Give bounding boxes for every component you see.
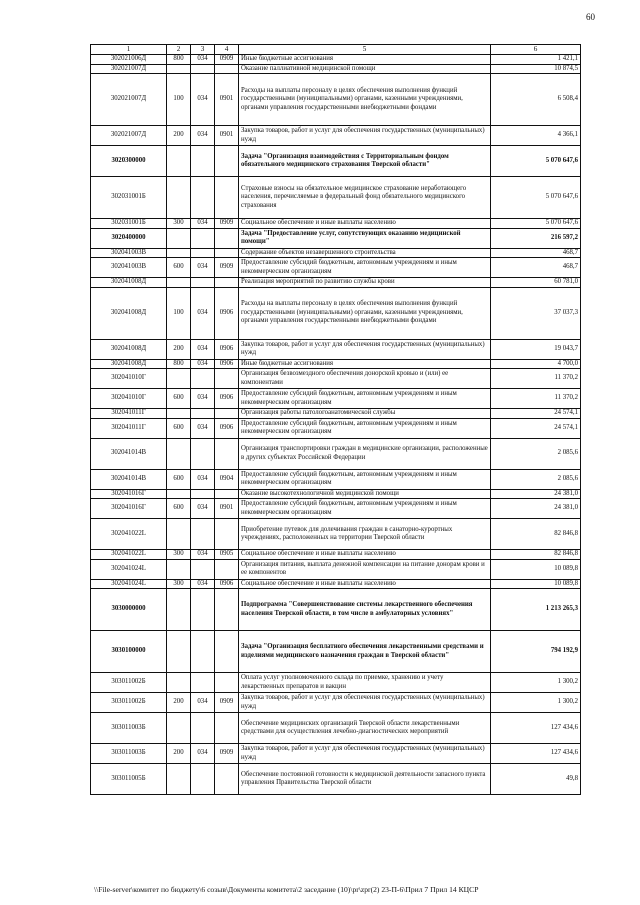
cell-amount: 216 597,2	[491, 228, 581, 248]
cell-name: Закупка товаров, работ и услуг для обеспечения государственных (муниципальных) нужд	[239, 693, 491, 713]
cell-expense-type	[167, 589, 191, 631]
cell-name: Социальное обеспечение и иные выплаты населению	[239, 550, 491, 560]
cell-ministry: 034	[191, 418, 215, 438]
table-row	[91, 409, 581, 419]
cell-code: 302041011Г	[91, 409, 167, 419]
cell-name: Социальное обеспечение и иные выплаты населению	[239, 579, 491, 589]
cell-expense-type	[167, 369, 191, 389]
cell-expense-type	[167, 438, 191, 469]
cell-section: 0906	[215, 579, 239, 589]
cell-code: 302041016Г	[91, 499, 167, 519]
table-row	[91, 287, 581, 339]
table-row	[91, 55, 581, 65]
cell-expense-type	[167, 673, 191, 693]
table-row	[91, 146, 581, 177]
table-row	[91, 438, 581, 469]
cell-section	[215, 631, 239, 673]
cell-ministry	[191, 519, 215, 550]
header-col-4: 4	[215, 45, 239, 55]
cell-name: Закупка товаров, работ и услуг для обеспечения государственных (муниципальных) нужд	[239, 126, 491, 146]
cell-expense-type	[167, 559, 191, 579]
cell-code: 302021007Д	[91, 126, 167, 146]
cell-ministry: 034	[191, 339, 215, 359]
cell-code: 303011005Б	[91, 764, 167, 795]
cell-name: Организация транспортировки граждан в медицинские организации, расположенные в других субъектах Российской Федерации	[239, 438, 491, 469]
cell-code: 3020300000	[91, 146, 167, 177]
cell-amount: 49,8	[491, 764, 581, 795]
cell-expense-type: 600	[167, 469, 191, 489]
table-row	[91, 764, 581, 795]
cell-code: 302041008Д	[91, 339, 167, 359]
cell-code: 302041022L	[91, 519, 167, 550]
cell-name: Расходы на выплаты персоналу в целях обеспечения выполнения функций государственными (муниципальными) органами, казенными учреждениями, органами управления государственными внебюджетными фондами	[239, 287, 491, 339]
cell-expense-type: 200	[167, 126, 191, 146]
cell-code: 303011003Б	[91, 713, 167, 744]
cell-name: Обеспечение постоянной готовности к медицинской деятельности запасного пункта управления Правительства Тверской области	[239, 764, 491, 795]
cell-section: 0909	[215, 744, 239, 764]
cell-expense-type	[167, 64, 191, 74]
cell-amount: 60 781,0	[491, 278, 581, 288]
cell-section: 0906	[215, 339, 239, 359]
page-number: 60	[586, 12, 595, 22]
table-row	[91, 219, 581, 229]
cell-code: 303011002Б	[91, 693, 167, 713]
cell-name: Предоставление субсидий бюджетным, автономным учреждениям и иным некоммерческим организациям	[239, 469, 491, 489]
cell-name: Предоставление субсидий бюджетным, автономным учреждениям и иным некоммерческим организациям	[239, 499, 491, 519]
cell-amount: 4 700,0	[491, 359, 581, 369]
cell-amount: 24 381,0	[491, 499, 581, 519]
cell-ministry	[191, 713, 215, 744]
cell-amount: 5 070 647,6	[491, 219, 581, 229]
cell-ministry: 034	[191, 359, 215, 369]
cell-amount: 5 070 647,6	[491, 177, 581, 219]
cell-ministry	[191, 177, 215, 219]
cell-ministry	[191, 764, 215, 795]
header-col-5: 5	[239, 45, 491, 55]
cell-ministry	[191, 64, 215, 74]
cell-code: 3030100000	[91, 631, 167, 673]
table-row	[91, 489, 581, 499]
table-row	[91, 550, 581, 560]
table-row	[91, 589, 581, 631]
cell-section	[215, 146, 239, 177]
cell-name: Страховые взносы на обязательное медицинское страхование неработающего населения, перечисляемые в федеральный фонд обязательного медицинского страхования	[239, 177, 491, 219]
cell-amount: 24 574,1	[491, 418, 581, 438]
cell-ministry: 034	[191, 219, 215, 229]
table-row	[91, 499, 581, 519]
cell-ministry	[191, 409, 215, 419]
cell-name: Содержание объектов незавершенного строительства	[239, 248, 491, 258]
cell-section	[215, 764, 239, 795]
cell-section: 0906	[215, 389, 239, 409]
cell-ministry	[191, 278, 215, 288]
cell-section	[215, 369, 239, 389]
header-col-2: 2	[167, 45, 191, 55]
cell-amount: 1 300,2	[491, 693, 581, 713]
cell-name: Организация работы патологоанатомической службы	[239, 409, 491, 419]
cell-ministry: 034	[191, 469, 215, 489]
table-row	[91, 744, 581, 764]
table-row	[91, 369, 581, 389]
cell-code: 302041003В	[91, 248, 167, 258]
cell-expense-type	[167, 764, 191, 795]
table-row	[91, 559, 581, 579]
cell-section	[215, 177, 239, 219]
table-row	[91, 126, 581, 146]
cell-amount: 2 085,6	[491, 469, 581, 489]
cell-name: Иные бюджетные ассигнования	[239, 55, 491, 65]
cell-code: 302041022L	[91, 550, 167, 560]
cell-expense-type: 600	[167, 389, 191, 409]
cell-section	[215, 409, 239, 419]
cell-ministry: 034	[191, 287, 215, 339]
cell-name: Закупка товаров, работ и услуг для обеспечения государственных (муниципальных) нужд	[239, 744, 491, 764]
cell-section: 0909	[215, 219, 239, 229]
cell-expense-type: 100	[167, 74, 191, 126]
cell-code: 3030000000	[91, 589, 167, 631]
footer-file-path: \\File-server\комитет по бюджету\6 созыв\Документы комитета\2 заседание (10)\pr\zpr(2) 23-П-6\Прил 7 Прил 14 КЦСР	[94, 885, 479, 894]
table-row	[91, 693, 581, 713]
cell-amount: 10 874,5	[491, 64, 581, 74]
table-row	[91, 248, 581, 258]
table-row	[91, 631, 581, 673]
cell-ministry	[191, 228, 215, 248]
cell-section	[215, 438, 239, 469]
cell-section: 0901	[215, 74, 239, 126]
cell-ministry	[191, 369, 215, 389]
cell-amount: 24 574,1	[491, 409, 581, 419]
cell-section: 0909	[215, 693, 239, 713]
cell-amount: 468,7	[491, 258, 581, 278]
cell-code: 302041008Д	[91, 278, 167, 288]
cell-expense-type: 800	[167, 55, 191, 65]
cell-name: Задача "Организация бесплатного обеспечения лекарственными средствами и изделиями медицинского назначения граждан в Тверской области"	[239, 631, 491, 673]
cell-amount: 10 089,8	[491, 559, 581, 579]
budget-table	[90, 44, 581, 795]
cell-section: 0901	[215, 126, 239, 146]
cell-amount: 82 846,8	[491, 519, 581, 550]
cell-section: 0906	[215, 418, 239, 438]
cell-name: Приобретение путевок для долечивания граждан в санаторно-курортных учреждениях, расположенных на территории Тверской области	[239, 519, 491, 550]
header-col-1: 1	[91, 45, 167, 55]
cell-name: Предоставление субсидий бюджетным, автономным учреждениям и иным некоммерческим организациям	[239, 418, 491, 438]
cell-ministry: 034	[191, 579, 215, 589]
cell-code: 302021007Д	[91, 74, 167, 126]
cell-code: 302041016Г	[91, 489, 167, 499]
cell-code: 302021006Д	[91, 55, 167, 65]
table-row	[91, 519, 581, 550]
table-row	[91, 74, 581, 126]
cell-name: Предоставление субсидий бюджетным, автономным учреждениям и иным некоммерческим организациям	[239, 389, 491, 409]
cell-code: 302041010Г	[91, 369, 167, 389]
cell-code: 302031001Б	[91, 219, 167, 229]
cell-code: 302041011Г	[91, 418, 167, 438]
cell-ministry	[191, 438, 215, 469]
cell-section: 0904	[215, 469, 239, 489]
cell-section: 0909	[215, 55, 239, 65]
cell-code: 302041014В	[91, 438, 167, 469]
cell-section	[215, 519, 239, 550]
table-row	[91, 579, 581, 589]
table-row	[91, 278, 581, 288]
cell-name: Оказание паллиативной медицинской помощи	[239, 64, 491, 74]
cell-section	[215, 278, 239, 288]
cell-section	[215, 228, 239, 248]
cell-expense-type	[167, 146, 191, 177]
cell-section: 0905	[215, 550, 239, 560]
cell-ministry: 034	[191, 55, 215, 65]
cell-ministry	[191, 673, 215, 693]
cell-name: Предоставление субсидий бюджетным, автономным учреждениям и иным некоммерческим организациям	[239, 258, 491, 278]
cell-expense-type: 200	[167, 339, 191, 359]
cell-code: 302041003В	[91, 258, 167, 278]
cell-code: 303011002Б	[91, 673, 167, 693]
cell-amount: 6 508,4	[491, 74, 581, 126]
cell-amount: 19 043,7	[491, 339, 581, 359]
cell-section: 0909	[215, 258, 239, 278]
cell-section	[215, 64, 239, 74]
cell-amount: 5 070 647,6	[491, 146, 581, 177]
table-row	[91, 418, 581, 438]
cell-name: Задача "Предоставление услуг, сопутствующих оказанию медицинской помощи"	[239, 228, 491, 248]
cell-ministry	[191, 489, 215, 499]
table-row	[91, 339, 581, 359]
cell-expense-type	[167, 631, 191, 673]
cell-expense-type	[167, 177, 191, 219]
cell-ministry	[191, 146, 215, 177]
cell-expense-type: 300	[167, 219, 191, 229]
cell-ministry	[191, 559, 215, 579]
cell-name: Задача "Организация взаимодействия с Территориальным фондом обязательного медицинского страхования Тверской области"	[239, 146, 491, 177]
cell-name: Оплата услуг уполномоченного склада по приемке, хранению и учету лекарственных препаратов и вакцин	[239, 673, 491, 693]
cell-code: 302041024L	[91, 579, 167, 589]
cell-amount: 794 192,9	[491, 631, 581, 673]
header-col-3: 3	[191, 45, 215, 55]
header-col-6: 6	[491, 45, 581, 55]
cell-amount: 127 434,6	[491, 713, 581, 744]
cell-ministry: 034	[191, 744, 215, 764]
table-header-row	[91, 45, 581, 55]
cell-ministry: 034	[191, 550, 215, 560]
cell-expense-type	[167, 278, 191, 288]
cell-ministry: 034	[191, 693, 215, 713]
cell-code: 302041010Г	[91, 389, 167, 409]
cell-expense-type	[167, 489, 191, 499]
table-row	[91, 469, 581, 489]
cell-name: Подпрограмма "Совершенствование системы лекарственного обеспечения населения Тверской области, в том числе в амбулаторных условиях"	[239, 589, 491, 631]
table-row	[91, 228, 581, 248]
cell-ministry: 034	[191, 126, 215, 146]
cell-code: 302031001Б	[91, 177, 167, 219]
cell-name: Иные бюджетные ассигнования	[239, 359, 491, 369]
cell-expense-type: 600	[167, 258, 191, 278]
cell-amount: 10 089,8	[491, 579, 581, 589]
cell-expense-type	[167, 409, 191, 419]
cell-section	[215, 713, 239, 744]
cell-section	[215, 673, 239, 693]
cell-expense-type	[167, 228, 191, 248]
cell-amount: 1 421,1	[491, 55, 581, 65]
cell-name: Социальное обеспечение и иные выплаты населению	[239, 219, 491, 229]
cell-code: 302021007Д	[91, 64, 167, 74]
cell-code: 3020400000	[91, 228, 167, 248]
cell-code: 302041008Д	[91, 359, 167, 369]
table-row	[91, 389, 581, 409]
cell-expense-type: 800	[167, 359, 191, 369]
cell-ministry: 034	[191, 389, 215, 409]
cell-section	[215, 489, 239, 499]
cell-amount: 1 213 265,3	[491, 589, 581, 631]
cell-amount: 11 370,2	[491, 389, 581, 409]
cell-name: Организация безвозмездного обеспечения донорской кровью и (или) ее компонентами	[239, 369, 491, 389]
table-row	[91, 673, 581, 693]
cell-section	[215, 589, 239, 631]
cell-amount: 2 085,6	[491, 438, 581, 469]
cell-ministry: 034	[191, 499, 215, 519]
table-row	[91, 64, 581, 74]
cell-expense-type: 100	[167, 287, 191, 339]
cell-section	[215, 559, 239, 579]
cell-code: 303011003Б	[91, 744, 167, 764]
cell-amount: 1 300,2	[491, 673, 581, 693]
cell-name: Реализация мероприятий по развитию службы крови	[239, 278, 491, 288]
cell-code: 302041024L	[91, 559, 167, 579]
cell-ministry: 034	[191, 258, 215, 278]
cell-ministry: 034	[191, 74, 215, 126]
cell-name: Оказание высокотехнологичной медицинской помощи	[239, 489, 491, 499]
cell-name: Расходы на выплаты персоналу в целях обеспечения выполнения функций государственными (муниципальными) органами, казенными учреждениями, органами управления государственными внебюджетными фондами	[239, 74, 491, 126]
cell-name: Закупка товаров, работ и услуг для обеспечения государственных (муниципальных) нужд	[239, 339, 491, 359]
cell-ministry	[191, 248, 215, 258]
cell-expense-type: 300	[167, 550, 191, 560]
cell-code: 302041014В	[91, 469, 167, 489]
cell-amount: 24 381,0	[491, 489, 581, 499]
cell-amount: 37 037,3	[491, 287, 581, 339]
table-row	[91, 713, 581, 744]
cell-name: Обеспечение медицинских организаций Тверской области лекарственными средствами для осуществления лечебно-диагностических мероприятий	[239, 713, 491, 744]
cell-section	[215, 248, 239, 258]
cell-amount: 11 370,2	[491, 369, 581, 389]
cell-section: 0901	[215, 499, 239, 519]
cell-section: 0906	[215, 287, 239, 339]
cell-expense-type: 200	[167, 744, 191, 764]
cell-expense-type: 200	[167, 693, 191, 713]
table-row	[91, 258, 581, 278]
cell-amount: 468,7	[491, 248, 581, 258]
cell-ministry	[191, 589, 215, 631]
cell-section: 0906	[215, 359, 239, 369]
cell-name: Организация питания, выплата денежной компенсации на питание донорам крови и ее компонентов	[239, 559, 491, 579]
cell-amount: 82 846,8	[491, 550, 581, 560]
cell-code: 302041008Д	[91, 287, 167, 339]
cell-expense-type	[167, 248, 191, 258]
cell-expense-type: 300	[167, 579, 191, 589]
cell-expense-type: 600	[167, 499, 191, 519]
table-body	[91, 55, 581, 795]
cell-expense-type: 600	[167, 418, 191, 438]
table-row	[91, 177, 581, 219]
cell-expense-type	[167, 713, 191, 744]
table-row	[91, 359, 581, 369]
cell-expense-type	[167, 519, 191, 550]
cell-amount: 127 434,6	[491, 744, 581, 764]
cell-ministry	[191, 631, 215, 673]
cell-amount: 4 366,1	[491, 126, 581, 146]
